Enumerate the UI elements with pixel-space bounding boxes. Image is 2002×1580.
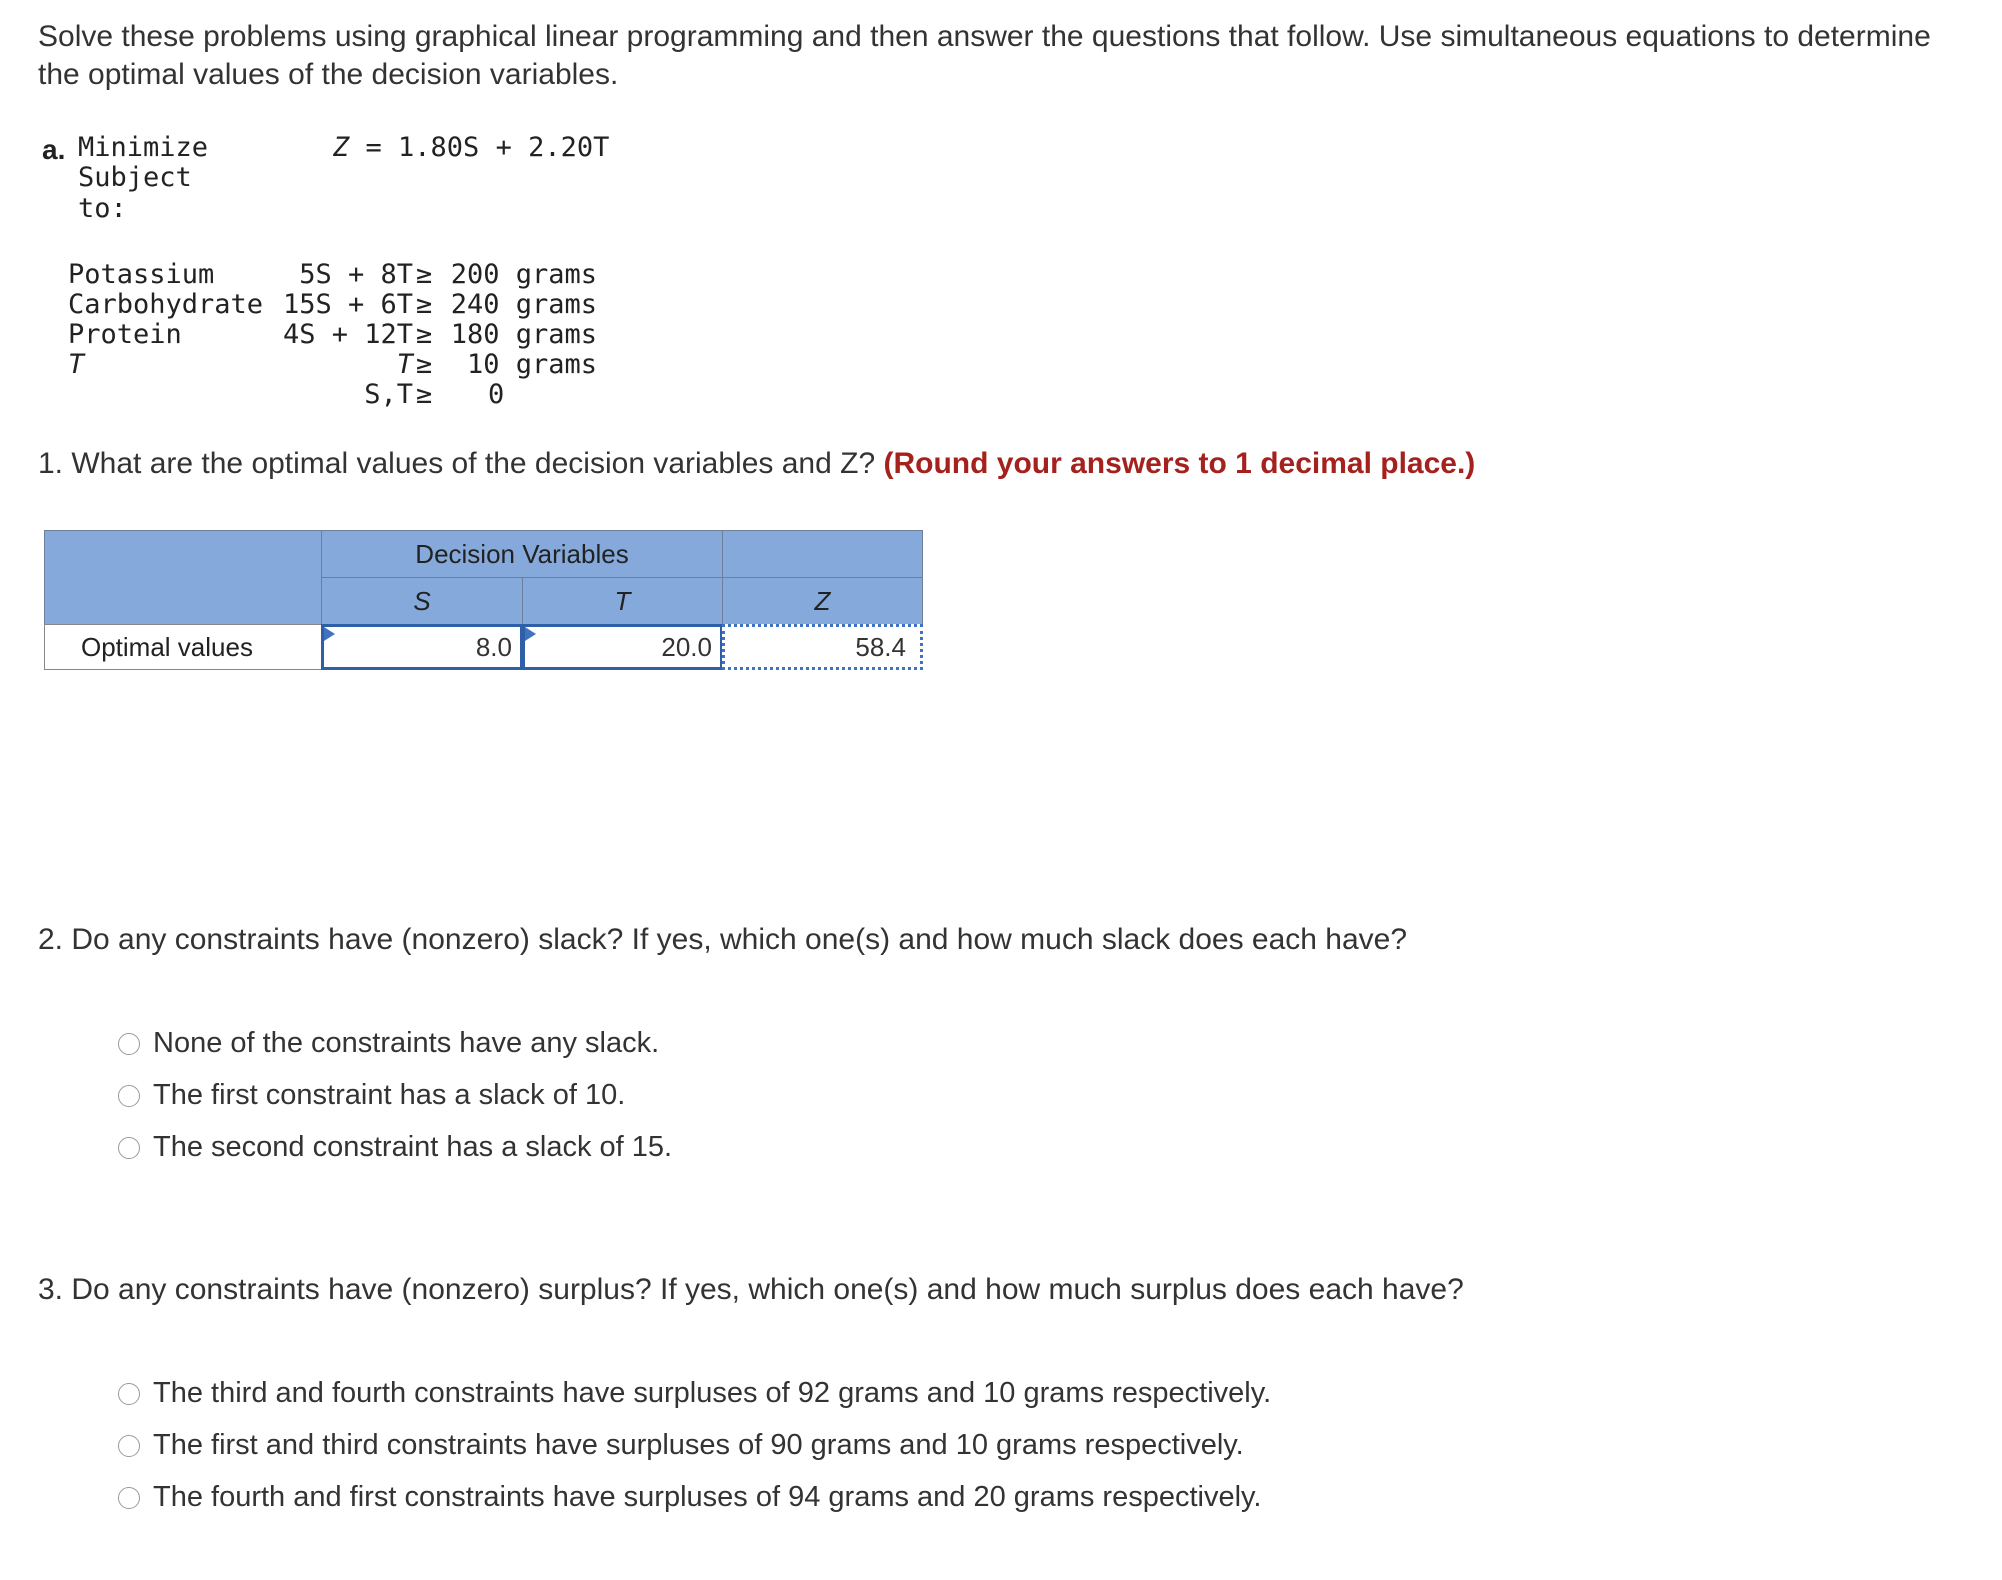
z-value-field[interactable] <box>722 624 923 670</box>
constraint-rhs-4: 10 grams <box>466 349 597 380</box>
constraint-name-1: Potassium <box>68 259 215 290</box>
constraint-rhs-1: 200 grams <box>450 259 597 290</box>
question-1-text: 1. What are the optimal values of the decision variables and Z? <box>38 447 876 480</box>
constraint-op-2: ≥ <box>416 289 433 320</box>
question-1-instruction: (Round your answers to 1 decimal place.) <box>883 447 1476 480</box>
constraint-op-1: ≥ <box>416 259 433 290</box>
objective-word: Minimize <box>78 132 209 163</box>
radio-button[interactable] <box>118 1033 140 1055</box>
constraint-name-4: T <box>68 349 85 380</box>
q2-option-1-label: None of the constraints have any slack. <box>153 1027 660 1059</box>
constraint-rhs-5: 0 <box>488 379 505 410</box>
radio-button[interactable] <box>118 1085 140 1107</box>
question-2-text: 2. Do any constraints have (nonzero) slack? If yes, which one(s) and how much slack does each have? <box>38 923 1408 956</box>
decision-variables-header: Decision Variables <box>321 530 723 578</box>
q3-option-3-label: The fourth and first constraints have surpluses of 94 grams and 20 grams respectively. <box>153 1481 1262 1513</box>
q2-option-3[interactable] <box>118 1131 672 1164</box>
constraint-op-3: ≥ <box>416 319 433 350</box>
constraint-name-2: Carbohydrate <box>68 289 264 320</box>
row-label-optimal-values: Optimal values <box>44 624 322 670</box>
q2-option-2-label: The first constraint has a slack of 10. <box>153 1079 626 1111</box>
instructions-text: Solve these problems using graphical linear programming and then answer the questions that follow. Use simultaneous equations to determine the optimal values of the decision variables. <box>38 20 1931 91</box>
constraint-rhs-2: 240 grams <box>450 289 597 320</box>
part-label: a. <box>42 134 66 165</box>
constraint-lhs-1: 5S + 8T <box>299 259 413 290</box>
table-header-blank <box>44 530 322 625</box>
constraint-name-3: Protein <box>68 319 182 350</box>
radio-button[interactable] <box>118 1383 140 1405</box>
t-value-input[interactable] <box>522 624 723 670</box>
column-header-z: Z <box>722 577 923 625</box>
q2-option-1[interactable] <box>118 1027 659 1060</box>
t-value: 20.0 <box>661 631 712 662</box>
answer-table <box>44 530 923 670</box>
q3-option-1[interactable] <box>118 1377 1271 1410</box>
q2-option-3-label: The second constraint has a slack of 15. <box>153 1131 673 1163</box>
constraint-lhs-5: S,T <box>364 379 413 410</box>
constraint-lhs-4: T <box>396 349 413 380</box>
q3-option-1-label: The third and fourth constraints have surpluses of 92 grams and 10 grams respectively. <box>153 1377 1272 1409</box>
q2-option-2[interactable] <box>118 1079 625 1112</box>
constraint-op-5: ≥ <box>416 379 433 410</box>
s-value: 8.0 <box>475 631 512 662</box>
constraint-op-4: ≥ <box>416 349 433 380</box>
constraint-lhs-2: 15S + 6T <box>282 289 413 320</box>
subject-to-line2: to: <box>78 193 127 224</box>
question-1 <box>38 446 1475 482</box>
q3-option-2-label: The first and third constraints have surpluses of 90 grams and 10 grams respectively. <box>153 1429 1244 1461</box>
s-value-input[interactable] <box>321 624 523 670</box>
table-header-blank-right <box>722 530 923 578</box>
radio-button[interactable] <box>118 1435 140 1457</box>
column-header-s: S <box>321 577 523 625</box>
answer-flag-icon <box>324 627 335 641</box>
constraint-rhs-3: 180 grams <box>450 319 597 350</box>
constraint-lhs-3: 4S + 12T <box>282 319 413 350</box>
radio-button[interactable] <box>118 1137 140 1159</box>
radio-button[interactable] <box>118 1487 140 1509</box>
q3-option-2[interactable] <box>118 1429 1244 1462</box>
subject-to-line1: Subject <box>78 162 192 193</box>
q3-option-3[interactable] <box>118 1481 1261 1514</box>
z-value: 58.4 <box>855 631 906 662</box>
column-header-t: T <box>522 577 723 625</box>
objective-function: Z = 1.80S + 2.20T <box>333 132 610 163</box>
question-3-text: 3. Do any constraints have (nonzero) surplus? If yes, which one(s) and how much surplus does each have? <box>38 1273 1464 1306</box>
answer-flag-icon <box>525 627 536 641</box>
